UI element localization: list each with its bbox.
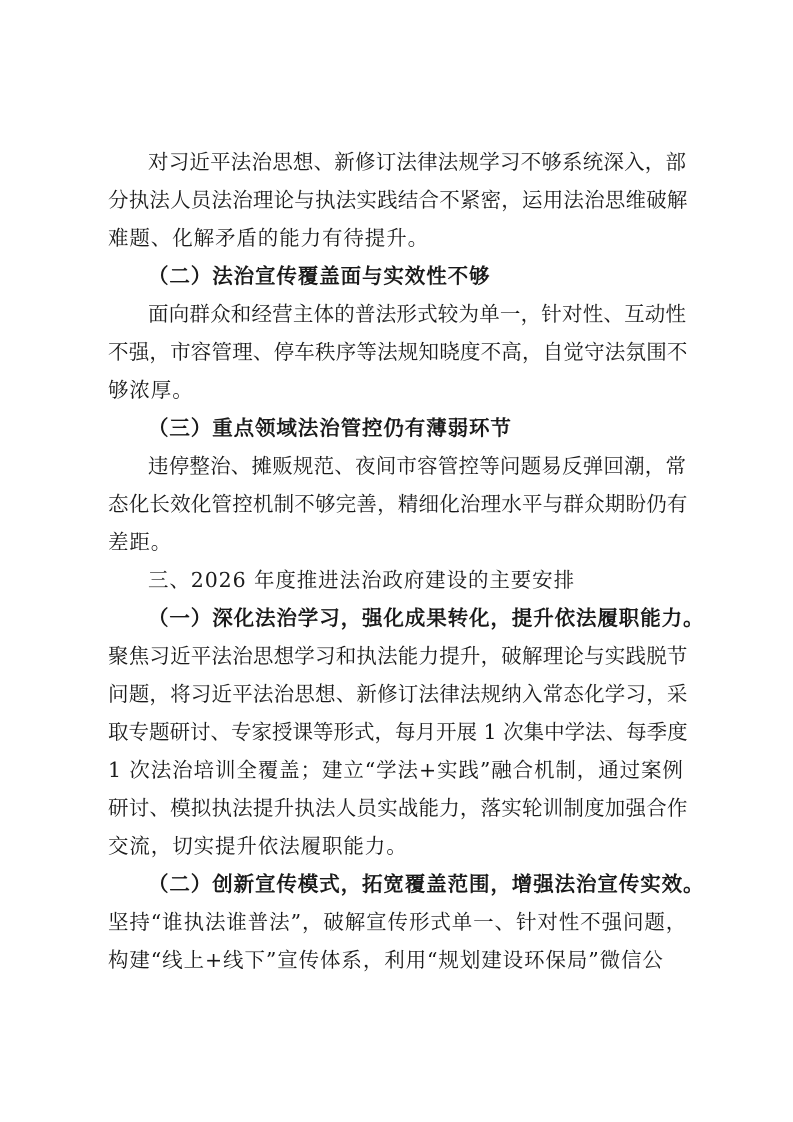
paragraph-line: 难题、化解矛盾的能力有待提升。 xyxy=(108,226,429,250)
paragraph-line: 够浓厚。 xyxy=(108,378,194,402)
section-heading: （三）重点领域法治管控仍有薄弱环节 xyxy=(148,416,512,440)
section-heading: （二）法治宣传覆盖面与实效性不够 xyxy=(148,264,491,288)
paragraph-line: 1 次法治培训全覆盖；建立“学法+实践”融合机制，通过案例 xyxy=(108,758,684,782)
section-title: 三、2026 年度推进法治政府建设的主要安排 xyxy=(148,568,575,592)
paragraph-line: 坚持“谁执法谁普法”，破解宣传形式单一、针对性不强问题， xyxy=(108,910,688,934)
paragraph-line: 构建“线上+线下”宣传体系，利用“规划建设环保局”微信公 xyxy=(108,948,664,972)
paragraph-line: 问题，将习近平法治思想、新修订法律法规纳入常态化学习，采 xyxy=(108,682,688,706)
paragraph-line: 违停整治、摊贩规范、夜间市容管控等问题易反弹回潮，常 xyxy=(148,454,687,478)
paragraph-line: 差距。 xyxy=(108,530,173,554)
paragraph-line: 取专题研讨、专家授课等形式，每月开展 1 次集中学法、每季度 xyxy=(108,720,688,744)
paragraph-line: 对习近平法治思想、新修订法律法规学习不够系统深入，部 xyxy=(148,150,687,174)
paragraph-line: 态化长效化管控机制不够完善，精细化治理水平与群众期盼仍有 xyxy=(108,492,688,516)
paragraph-line: 分执法人员法治理论与执法实践结合不紧密，运用法治思维破解 xyxy=(108,188,688,212)
paragraph-line: 面向群众和经营主体的普法形式较为单一，针对性、互动性 xyxy=(148,302,687,326)
paragraph-line: 研讨、模拟执法提升执法人员实战能力，落实轮训制度加强合作 xyxy=(108,796,688,820)
subsection-heading: （二）创新宣传模式，拓宽覆盖范围，增强法治宣传实效。 xyxy=(148,872,705,896)
paragraph-line: 聚焦习近平法治思想学习和执法能力提升，破解理论与实践脱节 xyxy=(108,644,688,668)
paragraph-line: 交流，切实提升依法履职能力。 xyxy=(108,834,408,858)
subsection-heading: （一）深化法治学习，强化成果转化，提升依法履职能力。 xyxy=(148,606,705,630)
paragraph-line: 不强，市容管理、停车秩序等法规知晓度不高，自觉守法氛围不 xyxy=(108,340,688,364)
